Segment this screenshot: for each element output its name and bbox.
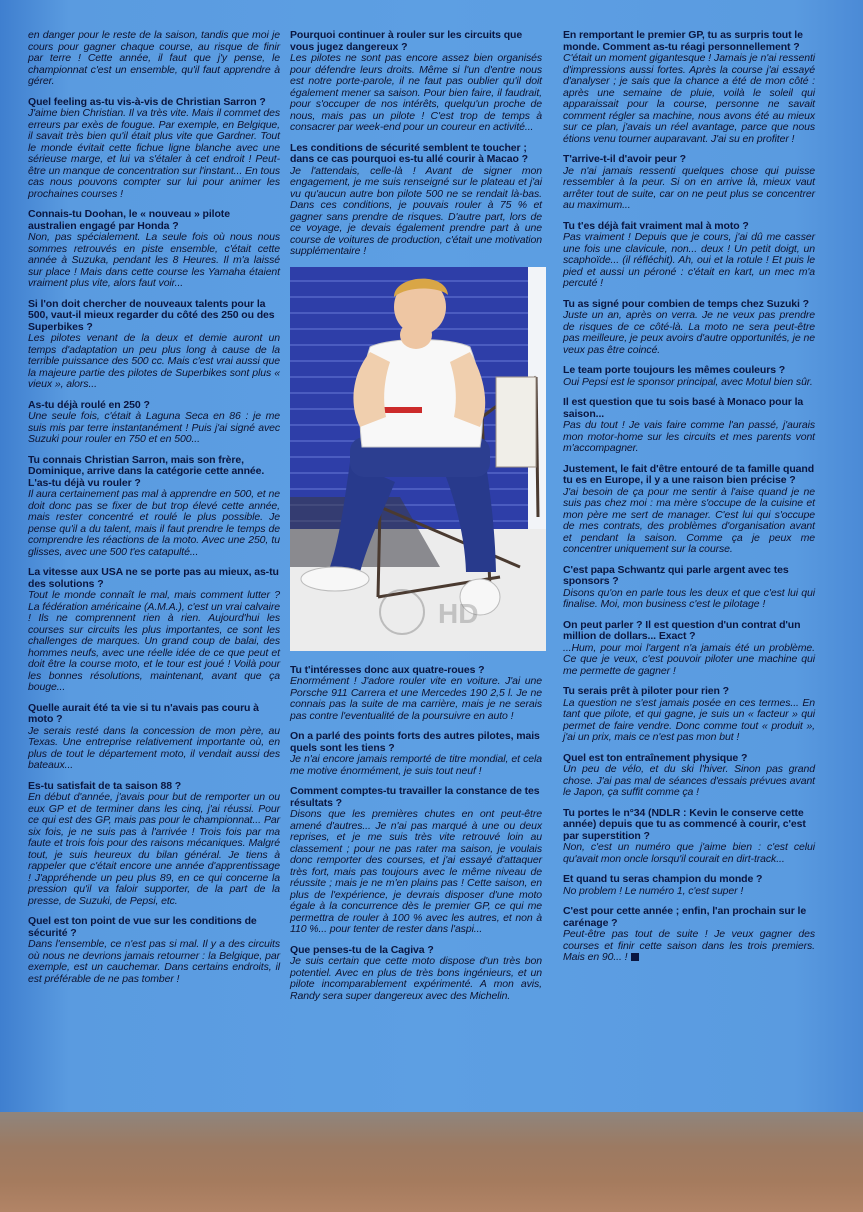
question: Tu as signé pour combien de temps chez Suzuki ?: [563, 297, 809, 310]
question: Tu portes le n°34 (NDLR : Kevin le conserve cette année) depuis que tu as commencé à courir, c'est par superstition ?: [563, 806, 806, 842]
rider-photo: [290, 267, 546, 651]
answer: Je serais resté dans la concession de mon père, au Texas. Une entreprise relativement importante où, en plus de tout le département moto, il vendait aussi des bateaux...: [28, 724, 280, 771]
column-left: [28, 30, 280, 994]
answer: La question ne s'est jamais posée en ces termes... En tant que pilote, et qui gagne, je suis un « facteur » qui permet de faire vendre. Donc comme tout « produit », j'ai un prix, mais ce n'est pas mon but !: [563, 696, 815, 743]
svg-text:HD: HD: [438, 597, 479, 629]
answer: Je l'attendais, celle-là ! Avant de signer mon engagement, je me suis renseigné sur le plateau et j'ai vu qu'aucun autre bon pilote 500 ne se rendait là-bas. Dans ces conditions, je pouvais rouler à 75 % et gagner sans prendre de risques. D'autre part, lors de ce voyage, je devais également prendre part à une course de voitures de production, c'était une motivation supplémentaire !: [290, 164, 542, 257]
rider-photo-illustration: [290, 267, 546, 651]
question: T'arrive-t-il d'avoir peur ?: [563, 153, 686, 165]
question: En remportant le premier GP, tu as surpris tout le monde. Comment as-tu réagi personnellement ?: [563, 29, 803, 53]
answer: Enormément ! J'adore rouler vite en voiture. J'ai une Porsche 911 Carrera et une Mercedes 190 2,5 l. Je ne connais pas la suite de ma carrière, mais je ne serais pas contre l'eventualité de la poursuivre en auto !: [290, 675, 542, 722]
question: Et quand tu seras champion du monde ?: [563, 873, 763, 885]
answer: C'était un moment gigantesque ! Jamais je n'ai ressenti d'impressions aussi fortes. Après la course j'ai essayé d'analyser ; je sais que la chance a été de mon côté : après une semaine de pluie, voilà le soleil qui apparaissait pour la course, personne ne savait comment régler sa machine, nous avons été au mieux sur ce plan, j'avais un réel avantage, parce que nous étions venu tourner auparavant. J'ai su en profiter !: [563, 52, 815, 145]
question: Quel est ton point de vue sur les conditions de sécurité ?: [28, 915, 257, 939]
answer: Une seule fois, c'était à Laguna Seca en 86 : je me suis mis par terre instantanément ! Puis j'ai signé avec Suzuki pour rouler en 750 et en 500...: [28, 410, 280, 445]
question: La vitesse aux USA ne se porte pas au mieux, as-tu des solutions ?: [28, 566, 279, 590]
question: Quel est ton entraînement physique ?: [563, 751, 748, 764]
answer: Je n'ai jamais ressenti quelques chose qui puisse ressembler à la peur. Si on en arrive là, mieux vaut arrêter tout de suite, car on ne peut plus se concentrer au maximum...: [563, 164, 815, 211]
answer: En début d'année, j'avais pour but de remporter un ou eux GP et de terminer dans les cinq, j'ai réussi. Pour ce qui est des GP, mais pas pour le championnat... Par six fois, je ne suis pas à l'arrivée ! Trois fois par ma faute et trois fois pour des raisons mécaniques. Malgré tout, je suis heureux du bilan général. Je tiens à rappeler que c'était encore une année d'apprentissage ! J'appréhende un peu plus 89, en ce qui concerne la pression qu'il va faloir supporter, de la part de la presse, de Suzuki, de Pepsi, etc.: [28, 791, 280, 907]
question: C'est papa Schwantz qui parle argent avec tes sponsors ?: [563, 563, 789, 587]
column-middle: [290, 30, 542, 1011]
answer: Dans l'ensemble, ce n'est pas si mal. Il y a des circuits où nous ne devrions jamais retourner : la Belgique, par exemple, est un cauchemar. Dans certains endroits, il est préférable de ne pas tomber !: [28, 938, 280, 985]
answer: Non, c'est un numéro que j'aime bien : c'est celui qu'avait mon oncle lorsqu'il courait en dirt-track...: [563, 841, 815, 865]
answer: No problem ! Le numéro 1, c'est super !: [563, 884, 744, 897]
question: Les conditions de sécurité semblent te toucher ; dans ce cas pourquoi es-tu allé courir à Macao ?: [290, 141, 528, 165]
answer: Oui Pepsi est le sponsor principal, avec Motul bien sûr.: [563, 375, 813, 388]
page-bottom-edge: [0, 1112, 863, 1212]
answer: Un peu de vélo, et du ski l'hiver. Sinon pas grand chose. J'ai pas mal de séances d'essais prévues avant le Japon, ça suffit comme ça !: [563, 763, 815, 798]
answer-final-text: Peut-être pas tout de suite ! Je veux gagner des courses et finir cette saison dans les trois premiers. Mais en 90... !: [563, 928, 815, 963]
question: Tu serais prêt à piloter pour rien ?: [563, 685, 729, 697]
question: Si l'on doit chercher de nouveaux talents pour la 500, vaut-il mieux regarder du côté des 250 ou des Superbikes ?: [28, 297, 275, 333]
column-right: [563, 30, 815, 973]
question: On peut parler ? Il est question d'un contrat d'un million de dollars... Exact ?: [563, 618, 801, 642]
question: Il est question que tu sois basé à Monaco pour la saison...: [563, 396, 804, 420]
end-of-article-mark: [631, 953, 639, 961]
answer: Je suis certain que cette moto dispose d'un très bon potentiel. Avec en plus de très bons ingénieurs, et un pilote incomparablement expérimenté. A mon avis, Randy sera super dangereux avec des Michelin.: [290, 955, 542, 1002]
answer: Les pilotes venant de la deux et demie auront un temps d'adaptation un peu plus long à cause de la terrible puissance des 500 cc. Mais c'est vrai aussi que la majeure partie des pilotes de Superbikes sont plus « vieux », alors...: [28, 332, 280, 390]
question: Tu t'es déjà fait vraiment mal à moto ?: [563, 219, 749, 232]
question: Connais-tu Doohan, le « nouveau » pilote australien engagé par Honda ?: [28, 208, 230, 232]
lead-paragraph: en danger pour le reste de la saison, tandis que moi je cours pour gagner chaque course, au risque de finir par terre ! Cette année, il faut que j'y pense, le championnat c'est un ensemble, qu'il faut apprendre à gérer.: [28, 29, 280, 87]
answer: Je n'ai encore jamais remporté de titre mondial, et cela me motive énormément, je suis tout neuf !: [290, 753, 542, 777]
answer-final: [563, 929, 815, 964]
answer: J'aime bien Christian. Il va très vite. Mais il commet des erreurs par exès de fougue. Par exemple, en Belgique, il savait très bien qu'il était plus vite que Gardner. Tout le monde évitait cette fichue ligne blanche avec une sérieuse marge, et lui va s'étaler à cet endroit ! Peut-être un manque de concentration sur l'instant... En tous cas nous pouvons compter sur lui pour animer les prochaines courses !: [28, 107, 280, 200]
answer: Il aura certainement pas mal à apprendre en 500, et ne doit donc pas se fixer de but trop élevé cette année, mais rester concentré et roulé le plus possible. Je pense qu'il a du talent, mais il faut prendre le temps de comprendre les réactions de la moto. Avec une 250, tu glisses, avec une 500 t'es catapulté...: [28, 488, 280, 558]
question: Quelle aurait été ta vie si tu n'avais pas couru à moto ?: [28, 701, 259, 725]
answer: Les pilotes ne sont pas encore assez bien organisés pour défendre leurs droits. Même si l'un d'entre nous est notre porte-parole, il ne faut pas oublier qu'il doit également mener sa saison. Pour bien faire, il faudrait, pour s'occuper de nos intérêts, quelqu'un proche de nous, mais pas un pilote ! C'est trop de temps à consacrer par week-end pour un coureur en activité...: [290, 52, 542, 133]
question: Tu t'intéresses donc aux quatre-roues ?: [290, 663, 485, 676]
answer: Pas vraiment ! Depuis que je cours, j'ai dû me casser une fois une clavicule, non... deux ! Un petit doigt, un scaphoïde... (il réfléchit). Ah, oui et la rotule ! Et puis le pied et aussi un péroné : c'était en kart, un mec m'a percuté !: [563, 231, 815, 289]
question: Comment comptes-tu travailler la constance de tes résultats ?: [290, 785, 540, 809]
answer: ...Hum, pour moi l'argent n'a jamais été un problème. Ce que je veux, c'est pouvoir piloter une machine qui me permette de gagner !: [563, 641, 815, 677]
question: C'est pour cette année ; enfin, l'an prochain sur le carénage ?: [563, 905, 807, 929]
question: Justement, le fait d'être entouré de ta famille quand tu es en Europe, il y a une raison bien précise ?: [563, 462, 815, 486]
question: Pourquoi continuer à rouler sur les circuits que vous jugez dangereux ?: [290, 29, 523, 53]
answer: Disons que les premières chutes en ont peut-être amené d'autres... Je n'ai pas marqué à une ou deux reprises, et je me suis très vite retrouvé loin au classement ; pour ne pas rater ma saison, je voulais donc remporter des courses, et j'ai essayé d'attaquer très fort, mais pas toujours avec le même niveau de réussite ; mais je ne m'en plains pas ! Cette saison, en plus de l'expérience, je devrais disposer d'une moto égale à la concurrence dès le premier GP, ce qui me permettra de rouler à 100 % avec les autres, et non à 110 %... pour tenter de rester dans l'aspi...: [290, 808, 542, 935]
question: Tu connais Christian Sarron, mais son frère, Dominique, arrive dans la catégorie cette année. L'as-tu déjà vu rouler ?: [28, 453, 265, 489]
answer: Tout le monde connaît le mal, mais comment lutter ? La fédération américaine (A.M.A.), c'est un vrai calvaire ! Ils ne comprennent rien à rien. Aujourd'hui les courses sur circuits les plus importantes, ce sont les challenges de marques. Un grand coup de balai, des hommes neufs, avec une réelle idée de ce que peut et doit être la course moto, et le tour est joué ! Voilà pour les bonnes résolutions, maintenant, avant que ça bouge...: [28, 589, 280, 693]
answer: Disons qu'on en parle tous les deux et que c'est lui qui finalise. Moi, mon business c'est le pilotage !: [563, 586, 815, 610]
question: On a parlé des points forts des autres pilotes, mais quels sont les tiens ?: [290, 730, 540, 754]
answer: J'ai besoin de ça pour me sentir à l'aise quand je ne suis pas chez moi : ma mère s'occupe de la cuisine et mon père me sert de manager. C'est lui qui s'occupe de mes contrats, des problèmes d'organisation avant et pendant la saison. Comme ça je peux me concentrer uniquement sur la course.: [563, 485, 815, 555]
answer: Juste un an, après on verra. Je ne veux pas prendre de risques de ce côté-là. La moto ne sera peut-être pas meilleure, je peux avoirs d'autre opportunités, je ne veux pas être coincé.: [563, 309, 815, 356]
question: Es-tu satisfait de ta saison 88 ?: [28, 779, 182, 792]
question: Que penses-tu de la Cagiva ?: [290, 943, 434, 956]
answer: Non, pas spécialement. La seule fois où nous nous sommes retrouvés en piste ensemble, c'était cette année à Suzuka, pendant les 8 Heures. Il m'a laissé sur place ! Mais dans cette course les Yamaha étaient vraiment plus vite, alors faut voir...: [28, 231, 280, 289]
question: As-tu déjà roulé en 250 ?: [28, 398, 150, 411]
answer: Pas du tout ! Je vais faire comme l'an passé, j'aurais mon motor-home sur les circuits et mes parents vont m'accompagner.: [563, 419, 815, 454]
question: Quel feeling as-tu vis-à-vis de Christian Sarron ?: [28, 95, 266, 108]
question: Le team porte toujours les mêmes couleurs ?: [563, 364, 786, 376]
